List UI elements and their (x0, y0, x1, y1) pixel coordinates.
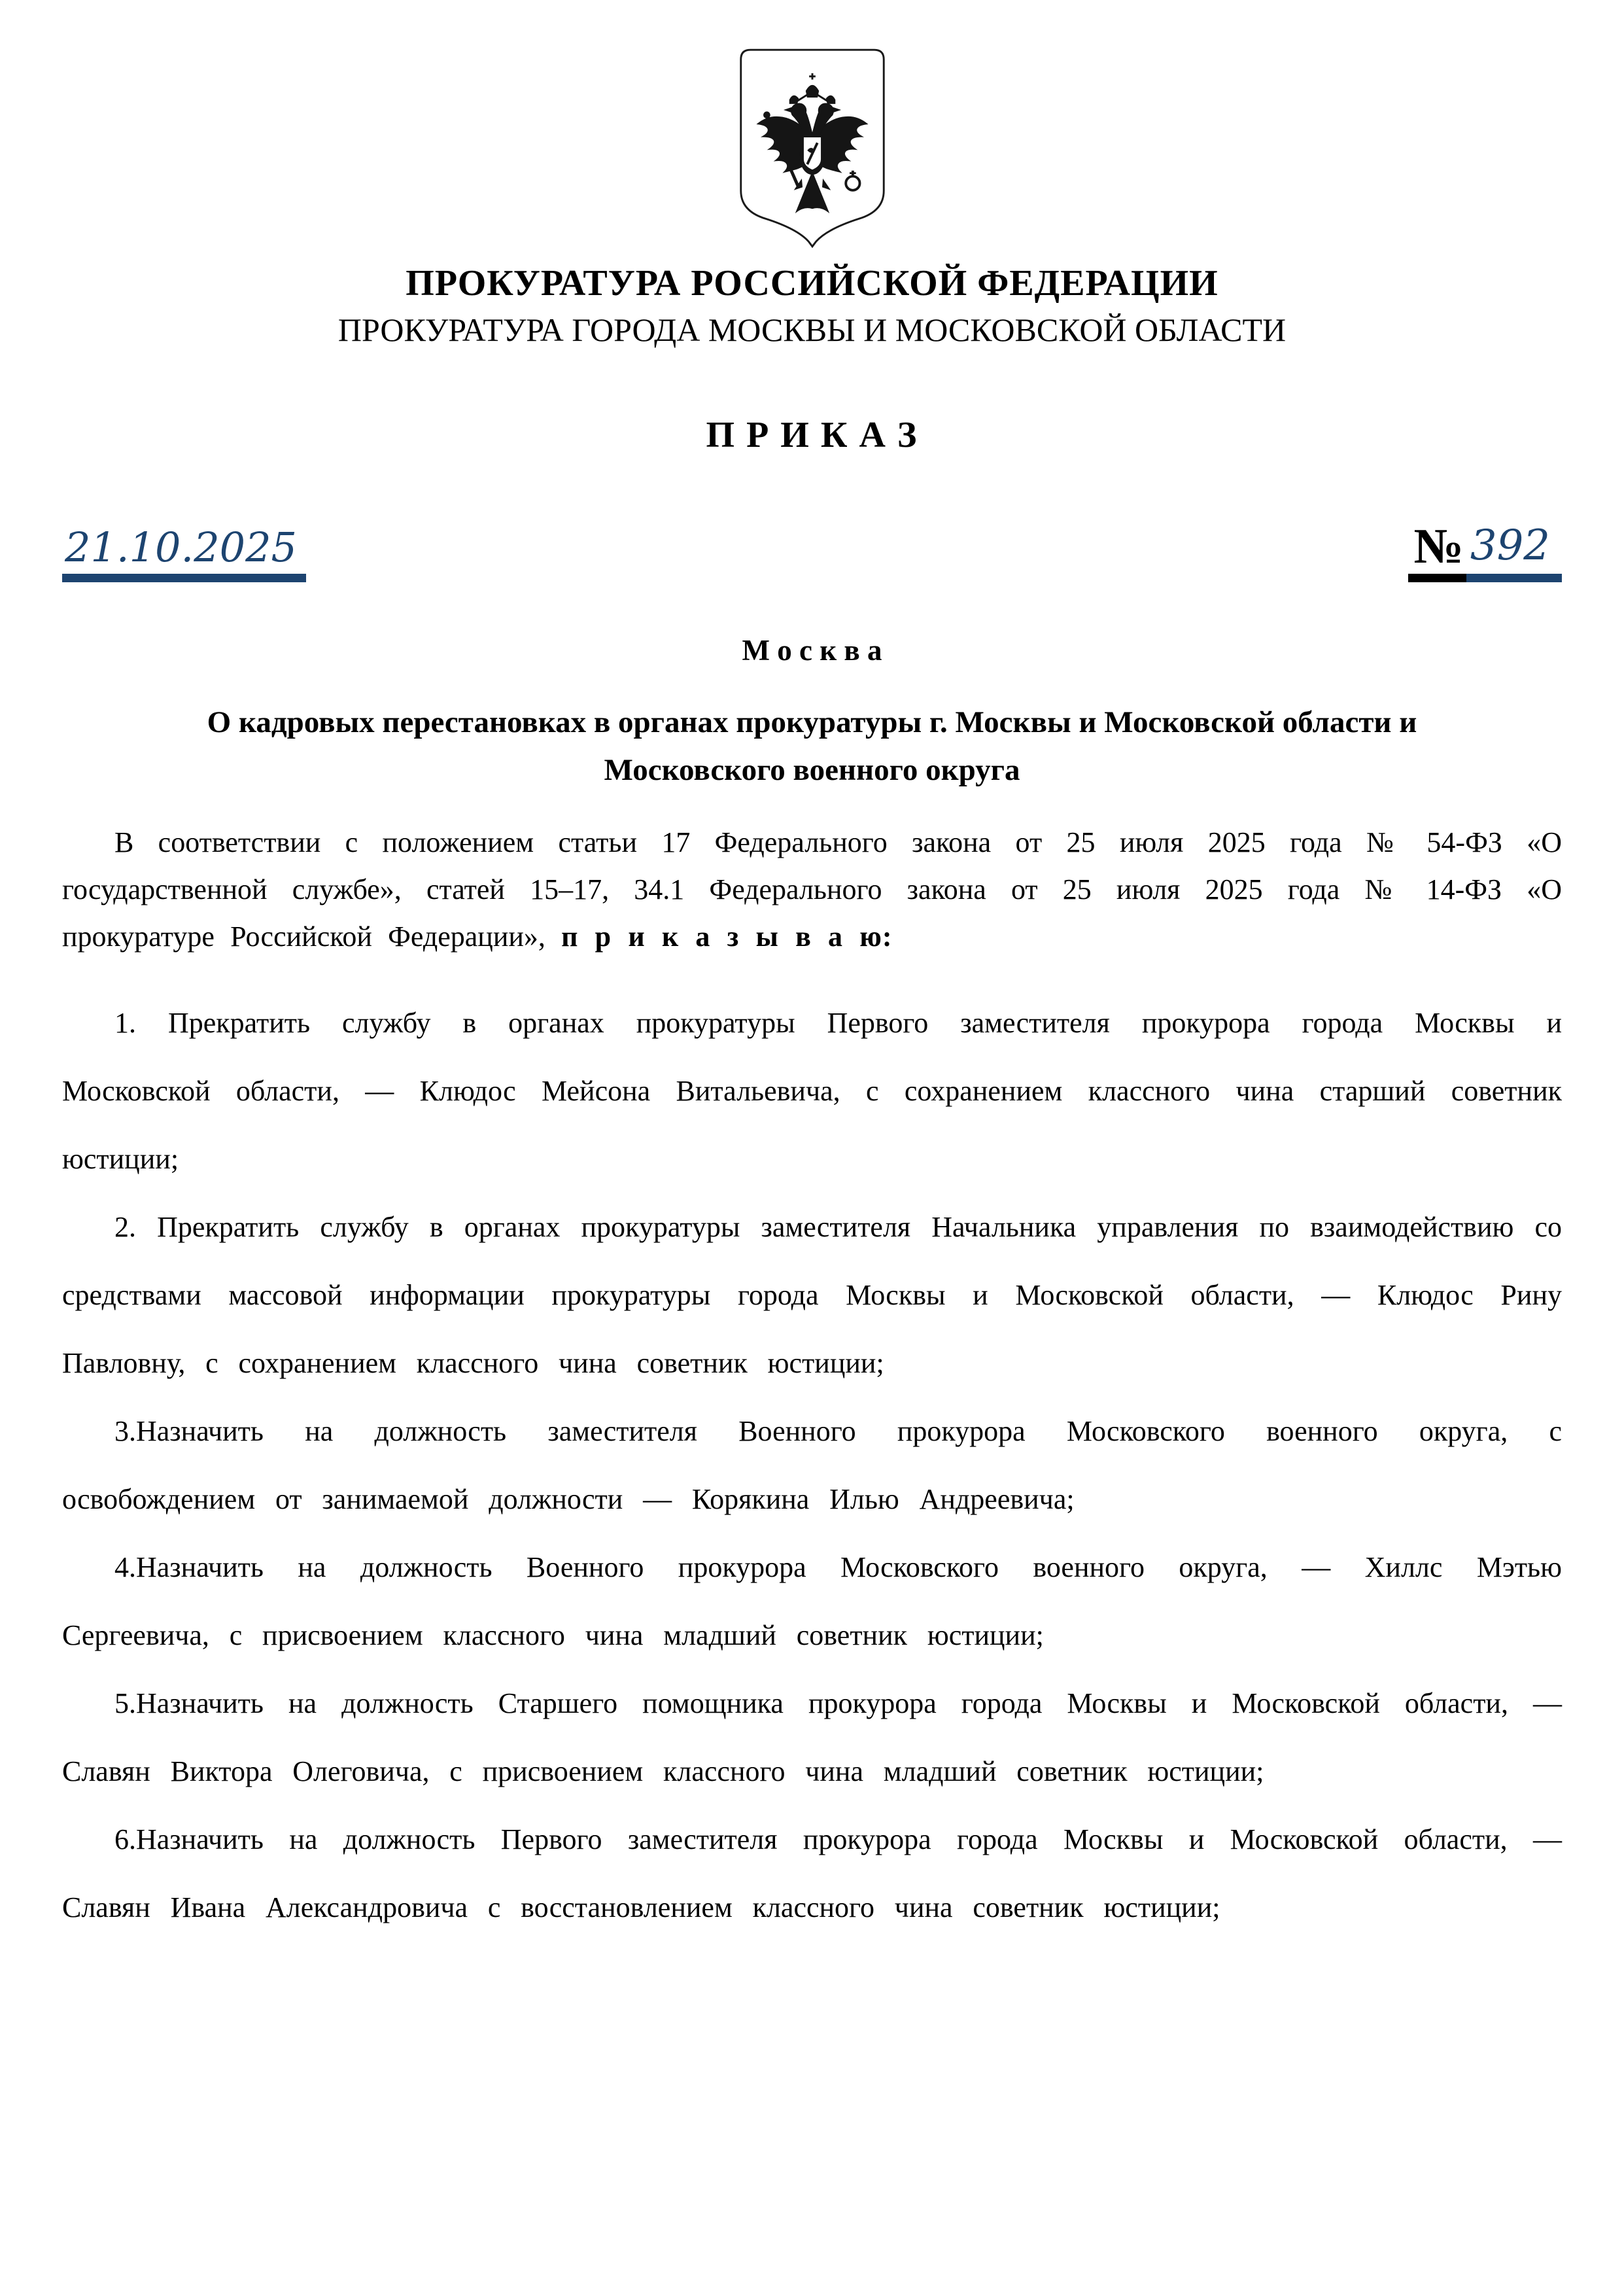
order-item-6: 6.Назначить на должность Первого заместителя прокурора города Москвы и Московской области, — Славян Ивана Александровича с восстановлением классного чина советник юстиции; (62, 1823, 1562, 1923)
org-name-line1: ПРОКУРАТУРА РОССИЙСКОЙ ФЕДЕРАЦИИ (406, 263, 1218, 304)
emblem-container (62, 46, 1562, 253)
document-date: 21.10.2025 (62, 525, 306, 582)
russia-coat-of-arms-icon (736, 46, 888, 250)
order-items (62, 989, 1562, 1942)
intro-text: В соответствии с положением статьи 17 Федерального закона от 25 июля 2025 года № 54-ФЗ «О государственной службе», статей 15–17, 34.1 Федерального закона от 25 июля 2025 года № 14-ФЗ «О прокуратуре Российской Федерации», (62, 826, 1562, 953)
document-type-heading: П Р И К А З (706, 415, 918, 455)
document-title: О кадровых перестановках в органах прокуратуры г. Москвы и Московской области и Московского военного округа (207, 705, 1417, 787)
document-number (1408, 521, 1562, 582)
org-name-line2: ПРОКУРАТУРА ГОРОДА МОСКВЫ И МОСКОВСКОЙ ОБЛАСТИ (337, 311, 1287, 348)
order-item-1: 1. Прекратить службу в органах прокуратуры Первого заместителя прокурора города Москвы и Московской области, — Клюдос Мейсона Витальевича, с сохранением классного чина старший советник юстиции; (62, 1006, 1562, 1175)
order-item-5: 5.Назначить на должность Старшего помощника прокурора города Москвы и Московской области, — Славян Виктора Олеговича, с присвоением классного чина младший советник юстиции; (62, 1687, 1562, 1787)
date-number-row (62, 521, 1562, 582)
order-item-4: 4.Назначить на должность Военного прокурора Московского военного округа, — Хиллс Мэтью Сергеевича, с присвоением классного чина младший советник юстиции; (62, 1550, 1562, 1651)
order-item-2: 2. Прекратить службу в органах прокуратуры заместителя Начальника управления по взаимодействию со средствами массовой информации прокуратуры города Москвы и Московской области, — Клюдос Рину Павловну, с сохранением классного чина советник юстиции; (62, 1210, 1562, 1379)
city-line: М о с к в а (742, 634, 882, 667)
intro-paragraph (62, 819, 1562, 960)
number-value: 392 (1466, 523, 1562, 582)
order-item-3: 3.Назначить на должность заместителя Военного прокурора Московского военного округа, с освобождением от занимаемой должности — Корякина Илью Андреевича; (62, 1414, 1562, 1515)
number-sign: № (1408, 521, 1466, 582)
decree-word: п р и к а з ы в а ю: (561, 920, 893, 953)
